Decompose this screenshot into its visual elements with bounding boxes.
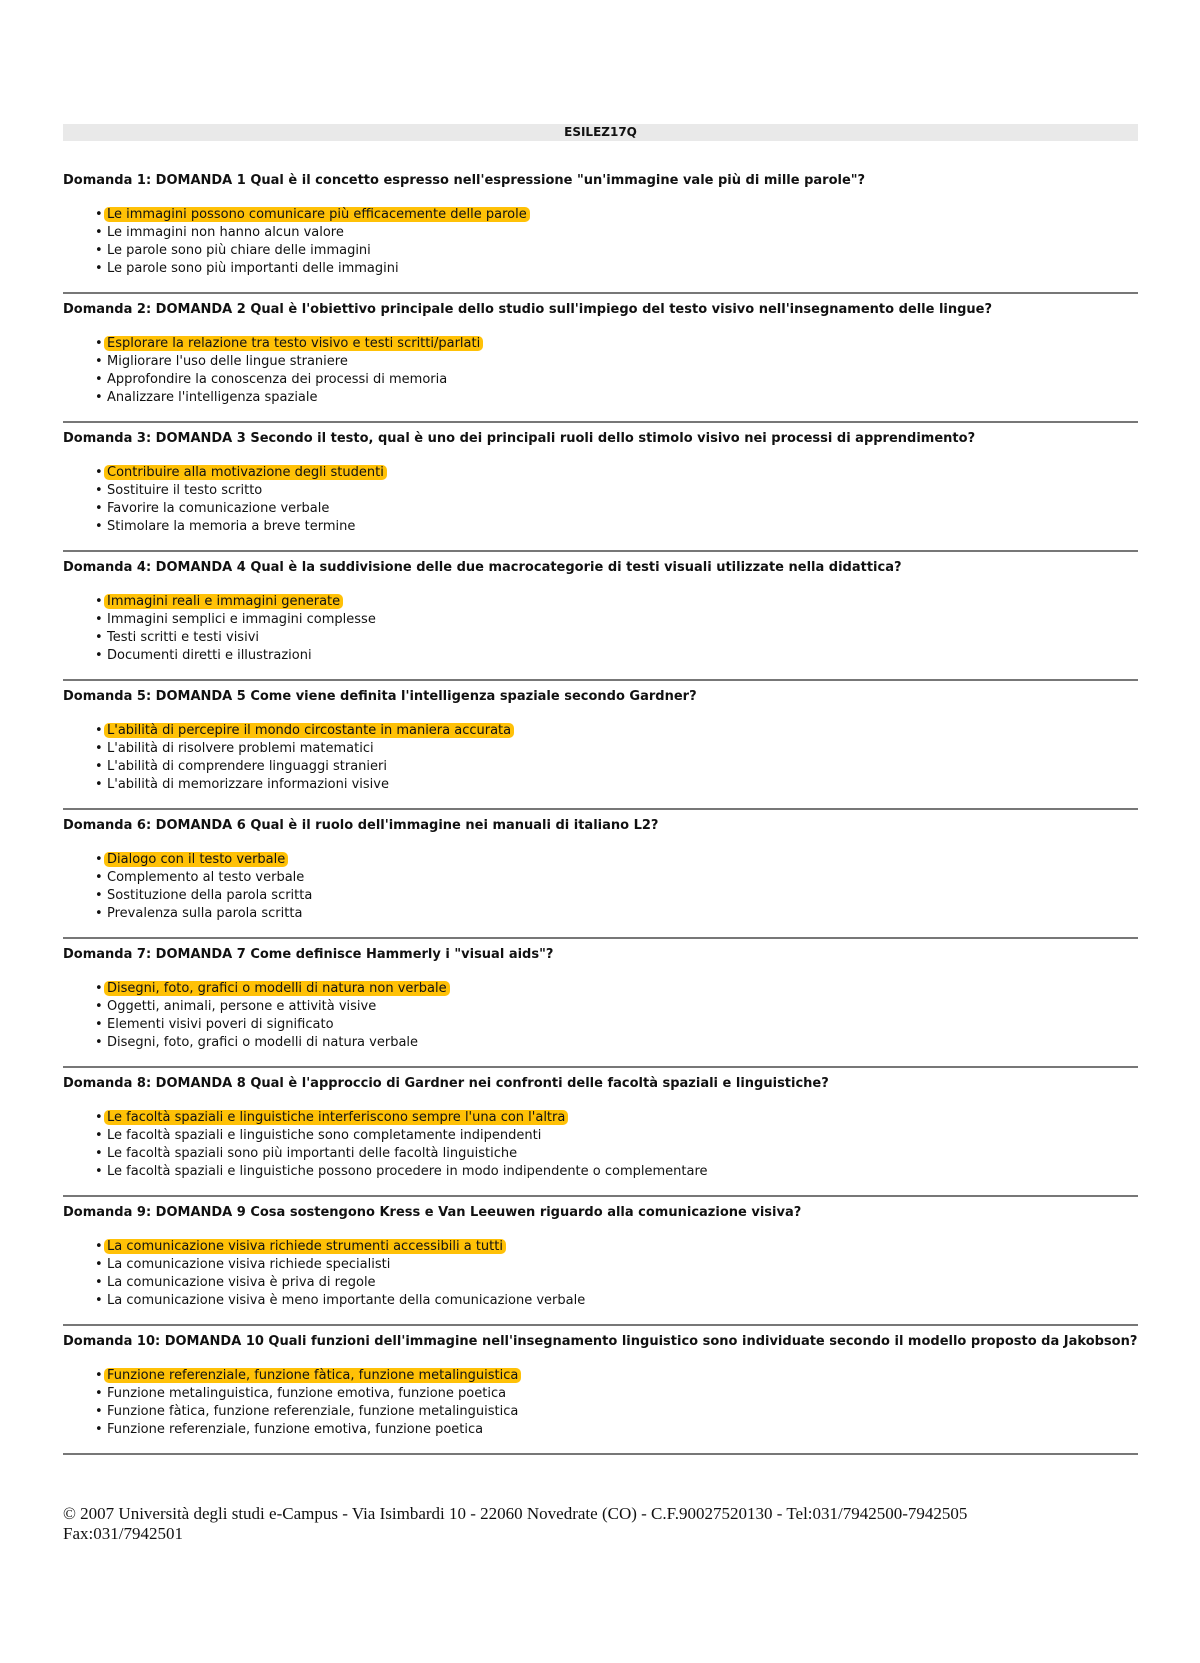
question-block bbox=[63, 1204, 1138, 1333]
answer-options bbox=[63, 722, 514, 794]
answer-option: • Le facoltà spaziali sono più importanti delle facoltà linguistiche bbox=[107, 1145, 708, 1163]
divider-rule bbox=[63, 1453, 1138, 1455]
answer-option: • Favorire la comunicazione verbale bbox=[107, 500, 387, 518]
answer-option: • La comunicazione visiva richiede specialisti bbox=[107, 1256, 585, 1274]
question-list bbox=[63, 172, 1138, 1462]
question-block bbox=[63, 172, 1138, 301]
answer-option: • Le parole sono più chiare delle immagini bbox=[107, 242, 530, 260]
divider-rule bbox=[63, 292, 1138, 294]
divider-rule bbox=[63, 937, 1138, 939]
divider-rule bbox=[63, 1066, 1138, 1068]
divider-rule bbox=[63, 1195, 1138, 1197]
answer-options bbox=[63, 851, 312, 923]
answer-option-highlighted bbox=[107, 1238, 585, 1256]
question-title: Domanda 10: DOMANDA 10 Quali funzioni dell'immagine nell'insegnamento linguistico sono individuate secondo il modello proposto da Jakobson? bbox=[63, 1334, 1138, 1349]
question-title: Domanda 7: DOMANDA 7 Come definisce Hammerly i "visual aids"? bbox=[63, 947, 554, 962]
answer-option: • L'abilità di memorizzare informazioni visive bbox=[107, 776, 514, 794]
answer-option: • Sostituzione della parola scritta bbox=[107, 887, 312, 905]
answer-option-highlighted bbox=[107, 464, 387, 482]
divider-rule bbox=[63, 421, 1138, 423]
answer-option: • Analizzare l'intelligenza spaziale bbox=[107, 389, 483, 407]
answer-option-highlighted bbox=[107, 593, 376, 611]
question-block bbox=[63, 817, 1138, 946]
answer-option-highlighted bbox=[107, 1109, 708, 1127]
answer-option: • Le parole sono più importanti delle immagini bbox=[107, 260, 530, 278]
answer-option: • L'abilità di risolvere problemi matematici bbox=[107, 740, 514, 758]
answer-highlight: Contribuire alla motivazione degli studenti bbox=[104, 465, 387, 480]
question-title: Domanda 2: DOMANDA 2 Qual è l'obiettivo principale dello studio sull'impiego del testo visivo nell'insegnamento delle lingue? bbox=[63, 302, 993, 317]
answer-options bbox=[63, 335, 483, 407]
answer-option: • Testi scritti e testi visivi bbox=[107, 629, 376, 647]
answer-option: • Prevalenza sulla parola scritta bbox=[107, 905, 312, 923]
answer-highlight: Disegni, foto, grafici o modelli di natura non verbale bbox=[104, 981, 450, 996]
question-block bbox=[63, 688, 1138, 817]
divider-rule bbox=[63, 808, 1138, 810]
answer-option-highlighted bbox=[107, 851, 312, 869]
answer-option: • Funzione fàtica, funzione referenziale, funzione metalinguistica bbox=[107, 1403, 521, 1421]
footer-fax-line: Fax:031/7942501 bbox=[63, 1524, 183, 1543]
question-block bbox=[63, 430, 1138, 559]
answer-option: • Documenti diretti e illustrazioni bbox=[107, 647, 376, 665]
answer-options bbox=[63, 1238, 585, 1310]
answer-option: • Funzione referenziale, funzione emotiva, funzione poetica bbox=[107, 1421, 521, 1439]
answer-option: • Funzione metalinguistica, funzione emotiva, funzione poetica bbox=[107, 1385, 521, 1403]
answer-option: • Migliorare l'uso delle lingue straniere bbox=[107, 353, 483, 371]
answer-option: • La comunicazione visiva è priva di regole bbox=[107, 1274, 585, 1292]
answer-highlight: Le facoltà spaziali e linguistiche interferiscono sempre l'una con l'altra bbox=[104, 1110, 568, 1125]
divider-rule bbox=[63, 679, 1138, 681]
answer-option: • Elementi visivi poveri di significato bbox=[107, 1016, 450, 1034]
answer-option-highlighted bbox=[107, 1367, 521, 1385]
question-title: Domanda 4: DOMANDA 4 Qual è la suddivisione delle due macrocategorie di testi visuali utilizzate nella didattica? bbox=[63, 560, 902, 575]
answer-option: • Oggetti, animali, persone e attività visive bbox=[107, 998, 450, 1016]
answer-options bbox=[63, 464, 387, 536]
answer-options bbox=[63, 980, 450, 1052]
question-block bbox=[63, 559, 1138, 688]
answer-highlight: Immagini reali e immagini generate bbox=[104, 594, 343, 609]
answer-option: • La comunicazione visiva è meno importante della comunicazione verbale bbox=[107, 1292, 585, 1310]
document-code-header: ESILEZ17Q bbox=[63, 124, 1138, 141]
question-title: Domanda 3: DOMANDA 3 Secondo il testo, qual è uno dei principali ruoli dello stimolo visivo nei processi di apprendimento? bbox=[63, 431, 976, 446]
answer-options bbox=[63, 1109, 708, 1181]
question-block bbox=[63, 946, 1138, 1075]
answer-option: • L'abilità di comprendere linguaggi stranieri bbox=[107, 758, 514, 776]
answer-highlight: La comunicazione visiva richiede strumenti accessibili a tutti bbox=[104, 1239, 506, 1254]
question-title: Domanda 6: DOMANDA 6 Qual è il ruolo dell'immagine nei manuali di italiano L2? bbox=[63, 818, 659, 833]
answer-option: • Approfondire la conoscenza dei processi di memoria bbox=[107, 371, 483, 389]
answer-options bbox=[63, 593, 376, 665]
answer-option: • Le facoltà spaziali e linguistiche sono completamente indipendenti bbox=[107, 1127, 708, 1145]
footer-copyright-line: © 2007 Università degli studi e-Campus - Via Isimbardi 10 - 22060 Novedrate (CO) - C.F.90027520130 - Tel:031/7942500-7942505 bbox=[63, 1504, 968, 1523]
answer-highlight: Funzione referenziale, funzione fàtica, funzione metalinguistica bbox=[104, 1368, 521, 1383]
divider-rule bbox=[63, 1324, 1138, 1326]
answer-highlight: Dialogo con il testo verbale bbox=[104, 852, 288, 867]
question-title: Domanda 5: DOMANDA 5 Come viene definita l'intelligenza spaziale secondo Gardner? bbox=[63, 689, 697, 704]
answer-option: • Disegni, foto, grafici o modelli di natura verbale bbox=[107, 1034, 450, 1052]
answer-option: • Immagini semplici e immagini complesse bbox=[107, 611, 376, 629]
question-title: Domanda 8: DOMANDA 8 Qual è l'approccio di Gardner nei confronti delle facoltà spaziali e linguistiche? bbox=[63, 1076, 829, 1091]
answer-options bbox=[63, 206, 530, 278]
answer-highlight: Le immagini possono comunicare più efficacemente delle parole bbox=[104, 207, 530, 222]
answer-option-highlighted bbox=[107, 206, 530, 224]
page-footer bbox=[63, 1504, 1138, 1544]
answer-option: • Stimolare la memoria a breve termine bbox=[107, 518, 387, 536]
answer-option-highlighted bbox=[107, 980, 450, 998]
answer-option-highlighted bbox=[107, 722, 514, 740]
answer-options bbox=[63, 1367, 521, 1439]
answer-option: • Le facoltà spaziali e linguistiche possono procedere in modo indipendente o complementare bbox=[107, 1163, 708, 1181]
question-title: Domanda 1: DOMANDA 1 Qual è il concetto espresso nell'espressione "un'immagine vale più di mille parole"? bbox=[63, 173, 866, 188]
question-block bbox=[63, 1075, 1138, 1204]
divider-rule bbox=[63, 550, 1138, 552]
answer-highlight: Esplorare la relazione tra testo visivo e testi scritti/parlati bbox=[104, 336, 483, 351]
question-title: Domanda 9: DOMANDA 9 Cosa sostengono Kress e Van Leeuwen riguardo alla comunicazione visiva? bbox=[63, 1205, 802, 1220]
answer-option: • Complemento al testo verbale bbox=[107, 869, 312, 887]
answer-highlight: L'abilità di percepire il mondo circostante in maniera accurata bbox=[104, 723, 514, 738]
question-block bbox=[63, 1333, 1138, 1462]
answer-option-highlighted bbox=[107, 335, 483, 353]
answer-option: • Le immagini non hanno alcun valore bbox=[107, 224, 530, 242]
answer-option: • Sostituire il testo scritto bbox=[107, 482, 387, 500]
question-block bbox=[63, 301, 1138, 430]
